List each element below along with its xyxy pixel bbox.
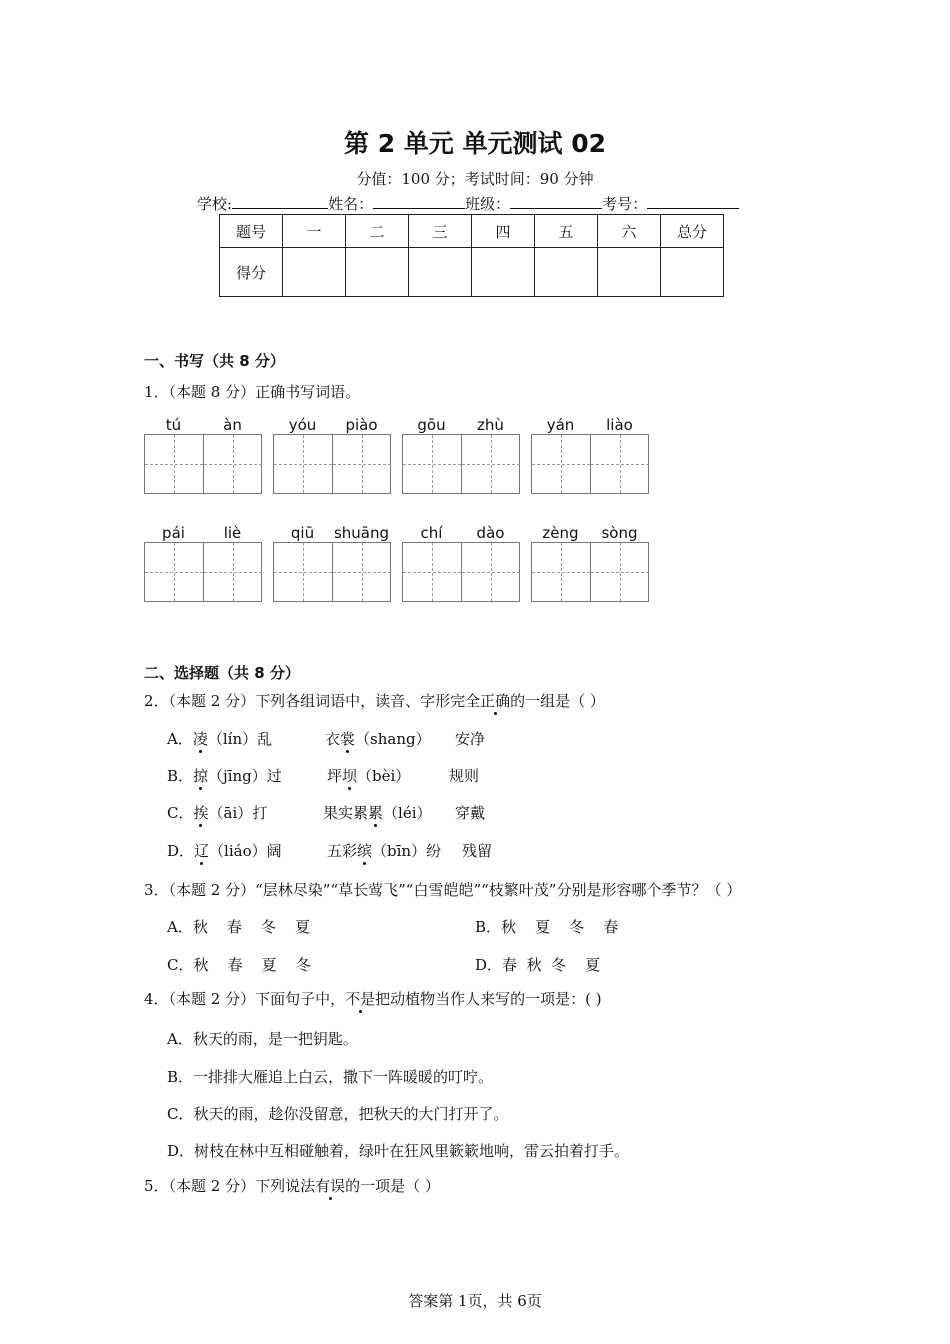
score-input-cell[interactable] — [598, 248, 661, 297]
q2-option-label: C． — [167, 804, 194, 822]
grid-guide-horizontal — [591, 572, 649, 573]
q2-option-label: D． — [167, 842, 195, 860]
grid-guide-horizontal — [532, 572, 590, 573]
student-info-line — [197, 193, 739, 214]
writing-cell[interactable] — [590, 543, 649, 601]
q3-option-c[interactable]: C．秋 春 夏 冬 — [167, 956, 311, 974]
class-blank[interactable] — [510, 193, 602, 209]
q2-option-label: B． — [167, 767, 194, 785]
grid-guide-horizontal — [204, 572, 262, 573]
grid-guide-horizontal — [333, 464, 391, 465]
grid-guide-horizontal — [145, 464, 203, 465]
q5-stem-b: 的一项是（ ） — [345, 1177, 440, 1195]
q2-b-part2: （bèi） — [357, 767, 411, 785]
pinyin-syllable: liào — [606, 416, 633, 434]
emphasis-char: 辽 — [194, 842, 210, 860]
grid-guide-horizontal — [403, 572, 461, 573]
q2-d-part1: （liáo）阔 — [209, 842, 282, 860]
q2-stem-a: 2．（本题 2 分）下列各组词语中，读音、字形完全 — [144, 692, 481, 710]
q5-stem-a: 5．（本题 2 分）下列说法 — [144, 1177, 316, 1195]
question-5-stem — [144, 1175, 440, 1196]
q2-option-c[interactable] — [167, 802, 267, 823]
score-table-cell: 五 — [535, 215, 598, 248]
number-label: 考号： — [602, 195, 648, 213]
pinyin-syllable: liè — [223, 524, 242, 542]
q4-option-d[interactable]: D．树枝在林中互相碰触着，绿叶在狂风里簌簌地响，雷云拍着打手。 — [167, 1142, 630, 1160]
school-label: 学校: — [197, 195, 233, 213]
score-table — [219, 214, 724, 297]
emphasis-char: 凌 — [192, 730, 208, 748]
writing-cell[interactable] — [332, 543, 391, 601]
score-table-cell: 题号 — [220, 215, 283, 248]
q2-option-c-part2 — [323, 802, 432, 823]
writing-box-pair — [531, 542, 649, 602]
score-table-header-row — [220, 215, 724, 248]
grid-guide-horizontal — [403, 464, 461, 465]
writing-box-pair — [402, 542, 520, 602]
writing-cell[interactable] — [532, 435, 590, 493]
grid-guide-horizontal — [333, 572, 391, 573]
q4-option-c[interactable]: C．秋天的雨，趁你没留意，把秋天的大门打开了。 — [167, 1105, 509, 1123]
writing-box-pair — [531, 434, 649, 494]
writing-cell[interactable] — [532, 543, 590, 601]
name-blank[interactable] — [373, 193, 465, 209]
q3-option-d[interactable]: D．春 秋 冬 夏 — [475, 956, 601, 974]
writing-cell[interactable] — [203, 543, 262, 601]
q4-stem-a: 4．（本题 2 分）下面句子中， — [144, 990, 346, 1008]
section-2-heading: 二、选择题（共 8 分） — [144, 664, 300, 682]
writing-cell[interactable] — [590, 435, 649, 493]
score-table-score-row — [220, 248, 724, 297]
emphasis-char: 挨 — [193, 804, 209, 822]
writing-cell[interactable] — [403, 543, 461, 601]
writing-cell[interactable] — [461, 543, 520, 601]
school-blank[interactable] — [232, 193, 328, 209]
q2-option-a-part3: 安净 — [455, 730, 486, 748]
q2-option-label: A． — [167, 730, 193, 748]
pinyin-syllable: zèng — [542, 524, 579, 542]
pinyin-syllable: pái — [162, 524, 185, 542]
q2-c-part2-pre: 果实累 — [323, 804, 369, 822]
score-table-cell: 二 — [346, 215, 409, 248]
q2-option-a-part2 — [325, 728, 431, 749]
grid-guide-horizontal — [274, 572, 332, 573]
q2-c-part1: （āi）打 — [208, 804, 268, 822]
q2-a-part1: （lín）乱 — [207, 730, 273, 748]
score-input-cell[interactable] — [283, 248, 346, 297]
pinyin-syllable: yóu — [288, 416, 317, 434]
writing-cell[interactable] — [274, 543, 332, 601]
score-row-label: 得分 — [220, 248, 283, 297]
writing-box-pair — [144, 542, 262, 602]
q4-stem-b: 把动植物当作人来写的一项是：( ) — [375, 990, 602, 1008]
pinyin-syllable: qiū — [290, 524, 315, 542]
name-label: 姓名： — [328, 195, 374, 213]
writing-cell[interactable] — [145, 435, 203, 493]
exam-subtitle: 分值：100 分；考试时间：90 分钟 — [356, 170, 594, 188]
grid-guide-horizontal — [204, 464, 262, 465]
question-4-stem — [144, 988, 602, 1009]
grid-guide-horizontal — [591, 464, 649, 465]
writing-cell[interactable] — [203, 435, 262, 493]
pinyin-syllable: zhù — [477, 416, 504, 434]
pinyin-syllable: shuāng — [333, 524, 390, 542]
q2-option-d-part3: 残留 — [462, 842, 493, 860]
emphasis-char: 缤 — [357, 842, 373, 860]
emphasis-char: 掠 — [193, 767, 209, 785]
q5-emphasis: 有误 — [315, 1177, 346, 1195]
class-label: 班级： — [465, 195, 511, 213]
q2-stem-b: 的一组是（ ） — [510, 692, 605, 710]
score-table-cell: 六 — [598, 215, 661, 248]
question-2-stem — [144, 690, 605, 711]
writing-cell[interactable] — [274, 435, 332, 493]
writing-box-pair — [402, 434, 520, 494]
score-input-cell[interactable] — [472, 248, 535, 297]
pinyin-syllable: sòng — [601, 524, 638, 542]
score-input-cell[interactable] — [346, 248, 409, 297]
emphasis-char: 坝 — [342, 767, 358, 785]
q2-option-d[interactable] — [167, 840, 282, 861]
writing-box-pair — [273, 542, 391, 602]
grid-guide-horizontal — [462, 572, 520, 573]
grid-guide-horizontal — [145, 572, 203, 573]
q2-a-part2: （shang） — [355, 730, 431, 748]
score-input-cell[interactable] — [661, 248, 724, 297]
section-1-heading: 一、书写（共 8 分） — [144, 352, 285, 370]
q2-b-part2-pre: 坪 — [327, 767, 343, 785]
pinyin-syllable: chí — [420, 524, 443, 542]
score-input-cell[interactable] — [535, 248, 598, 297]
q2-option-d-part2 — [327, 840, 441, 861]
q2-emphasis: 正确 — [480, 692, 511, 710]
page-title: 第 2 单元 单元测试 02 — [343, 129, 606, 158]
q4-option-b[interactable]: B．一排排大雁追上白云，撒下一阵暖暖的叮咛。 — [167, 1068, 494, 1086]
writing-cell[interactable] — [461, 435, 520, 493]
score-table-cell: 一 — [283, 215, 346, 248]
writing-box-pair — [144, 434, 262, 494]
writing-box-pair — [273, 434, 391, 494]
grid-guide-horizontal — [462, 464, 520, 465]
grid-guide-horizontal — [532, 464, 590, 465]
q2-option-b-part3: 规则 — [449, 767, 480, 785]
q3-option-a[interactable]: A．秋 春 冬 夏 — [167, 918, 311, 936]
pinyin-syllable: yán — [546, 416, 575, 434]
pinyin-syllable: tú — [165, 416, 182, 434]
emphasis-char: 累 — [368, 804, 384, 822]
q2-option-c-part3: 穿戴 — [455, 804, 486, 822]
q2-c-part2: （léi） — [383, 804, 432, 822]
q2-option-a[interactable] — [167, 728, 272, 749]
score-table-cell: 三 — [409, 215, 472, 248]
emphasis-char: 裳 — [340, 730, 356, 748]
writing-cell[interactable] — [332, 435, 391, 493]
q2-option-b-part2 — [327, 765, 410, 786]
writing-cell[interactable] — [403, 435, 461, 493]
question-1: 1．（本题 8 分）正确书写词语。 — [144, 383, 361, 401]
number-blank[interactable] — [647, 193, 739, 209]
pinyin-syllable: gōu — [417, 416, 446, 434]
score-table-cell: 总分 — [661, 215, 724, 248]
score-input-cell[interactable] — [409, 248, 472, 297]
writing-cell[interactable] — [145, 543, 203, 601]
score-table-cell: 四 — [472, 215, 535, 248]
q2-d-part2-pre: 五彩 — [327, 842, 358, 860]
grid-guide-horizontal — [274, 464, 332, 465]
question-3-stem: 3．（本题 2 分）“层林尽染”“草长莺飞”“白雪皑皑”“枝繁叶茂”分别是形容哪个季节？（ ） — [144, 881, 742, 899]
q2-a-part2-pre: 衣 — [325, 730, 341, 748]
q4-emphasis: 不是 — [345, 990, 376, 1008]
q2-b-part1: （jīng）过 — [208, 767, 282, 785]
pinyin-syllable: piào — [345, 416, 378, 434]
q3-option-b[interactable]: B．秋 夏 冬 春 — [475, 918, 619, 936]
page-footer: 答案第 1页，共 6页 — [408, 1292, 542, 1310]
pinyin-syllable: àn — [223, 416, 242, 434]
q2-d-part2: （bīn）纷 — [372, 842, 442, 860]
q2-option-b[interactable] — [167, 765, 282, 786]
pinyin-syllable: dào — [476, 524, 505, 542]
q4-option-a[interactable]: A．秋天的雨，是一把钥匙。 — [167, 1030, 358, 1048]
